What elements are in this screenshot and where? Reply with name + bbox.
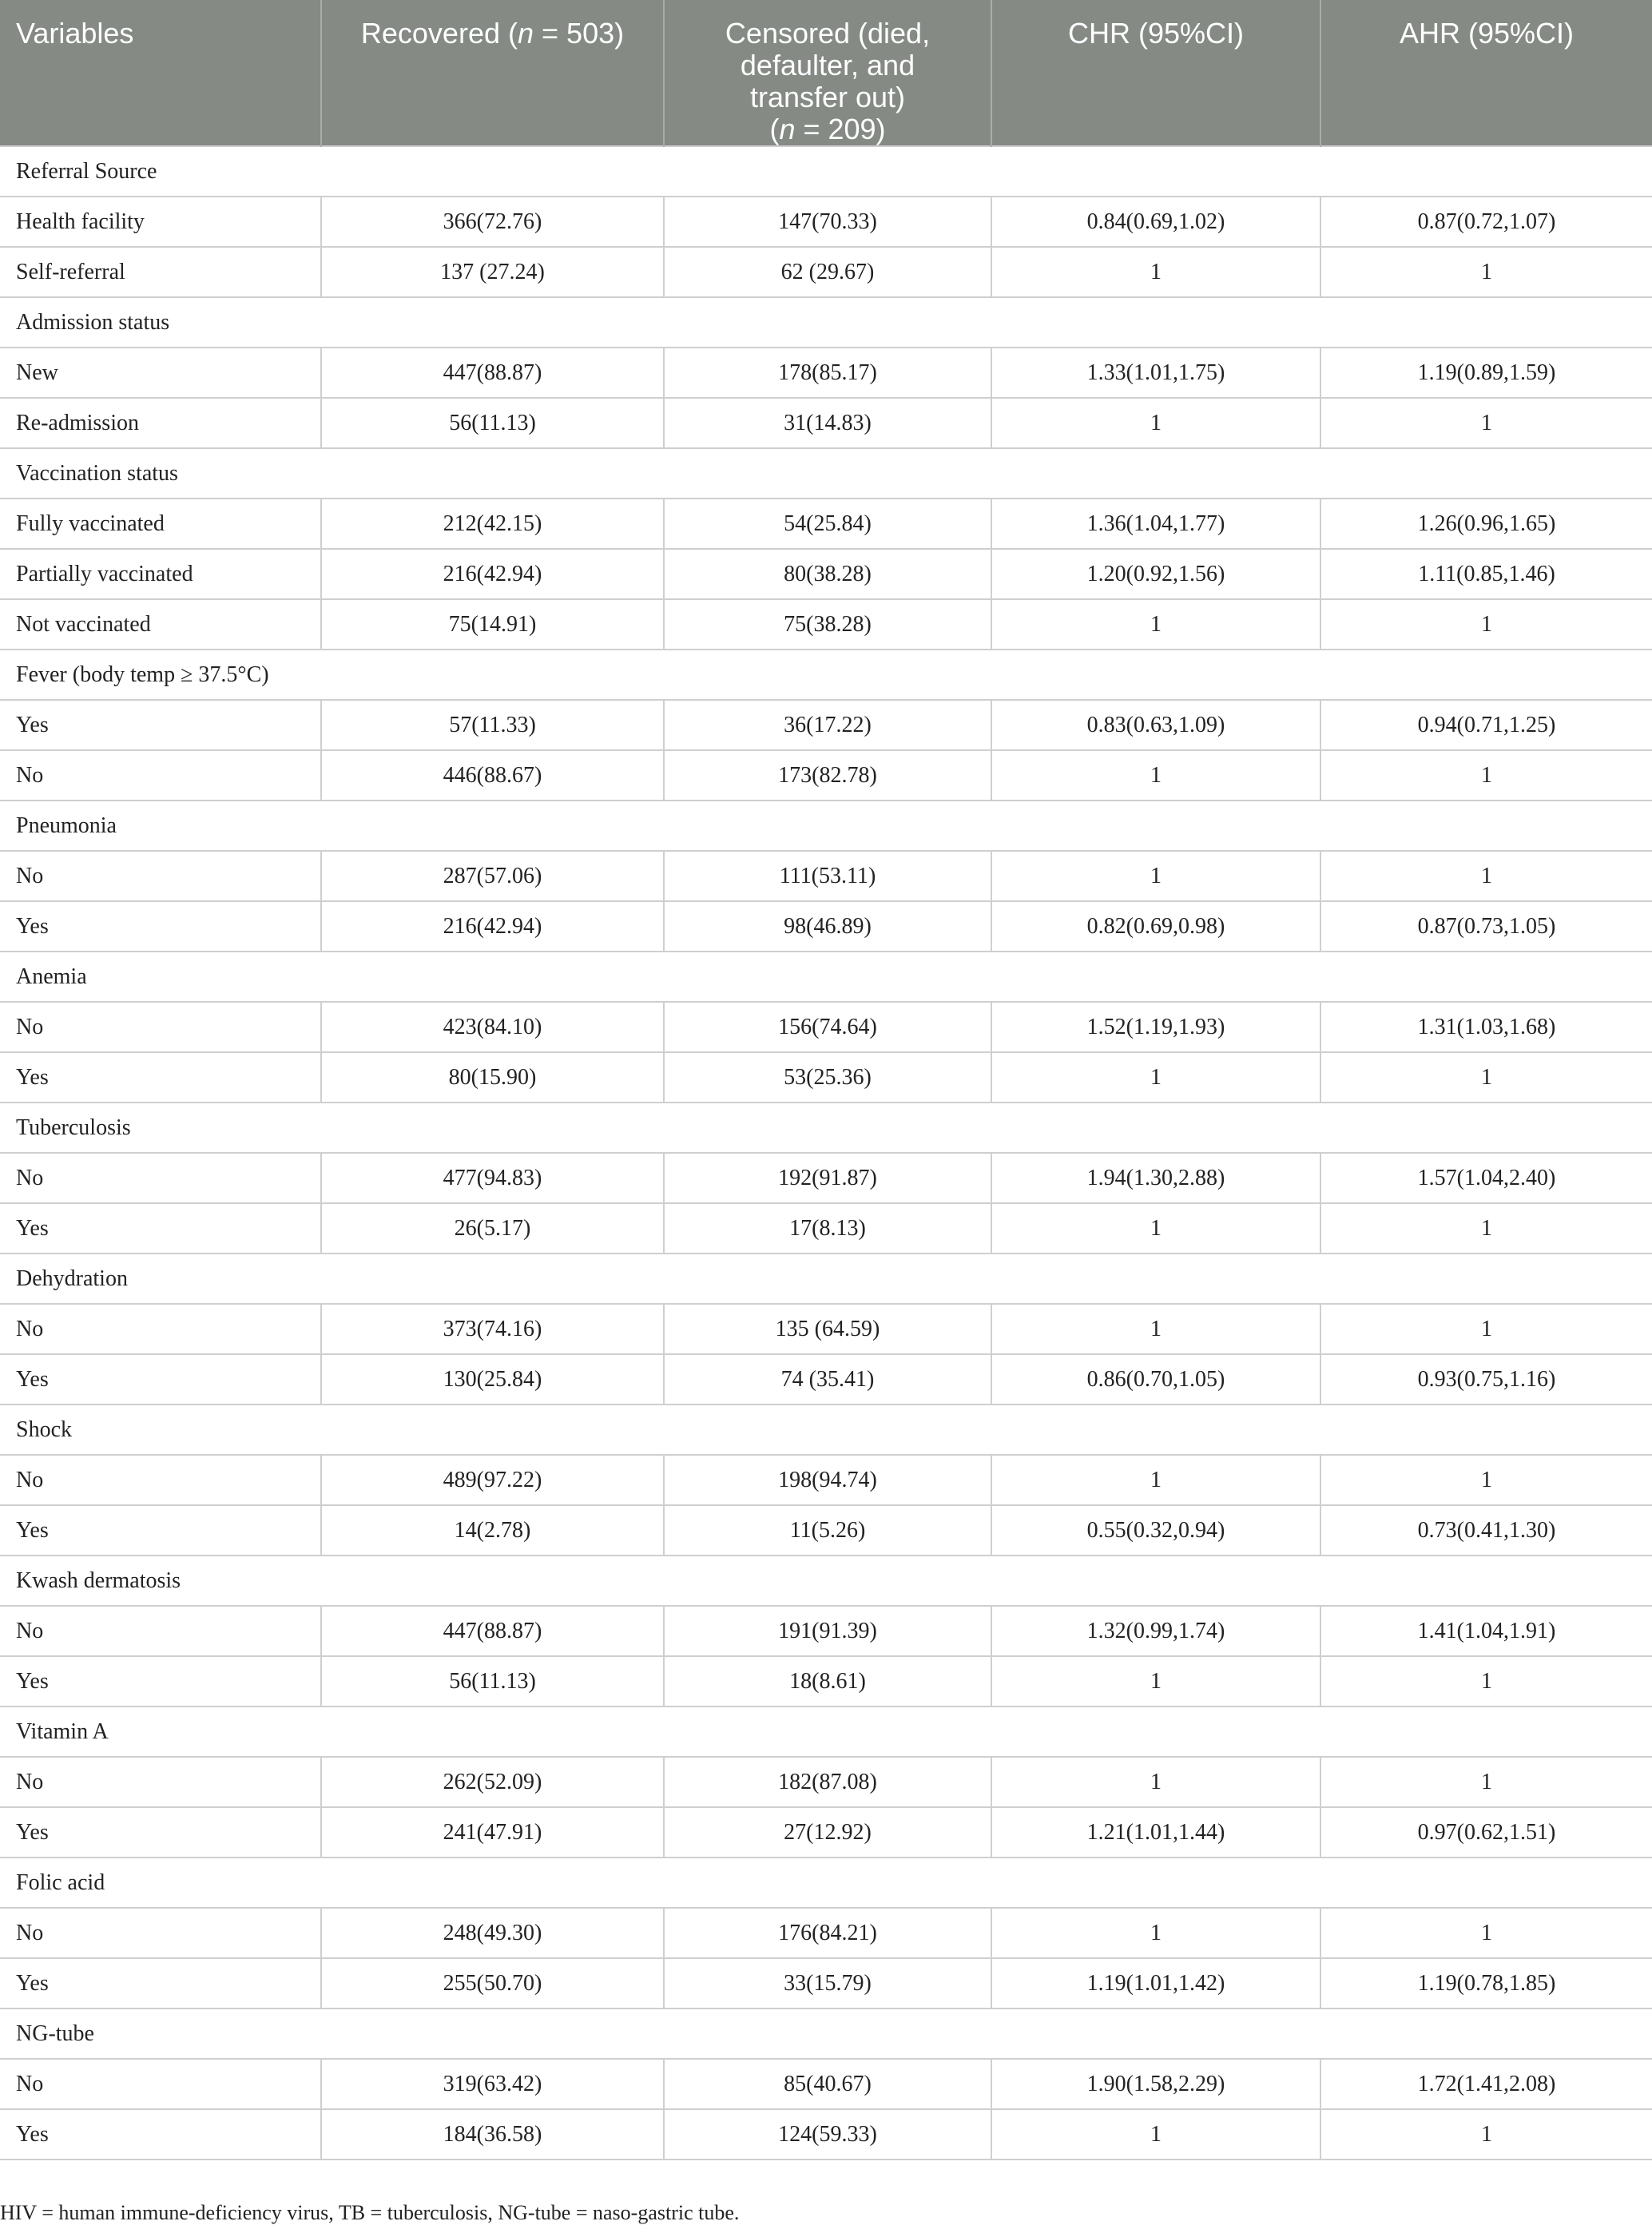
row-label: New [0,348,321,398]
recovered-cell: 216(42.94) [321,901,664,952]
row-label: No [0,1455,321,1505]
section-row [0,146,1652,197]
censored-cell: 53(25.36) [664,1052,991,1103]
recovered-cell: 56(11.13) [321,398,664,448]
ahr-cell: 1.72(1.41,2.08) [1320,2059,1652,2109]
ahr-cell: 1 [1320,1656,1652,1707]
section-row [0,801,1652,851]
recovered-cell: 248(49.30) [321,1908,664,1958]
row-label: Yes [0,2109,321,2160]
table-row [0,1203,1652,1254]
recovered-cell: 137 (27.24) [321,247,664,297]
row-label: Yes [0,1958,321,2009]
ahr-cell: 1.19(0.78,1.85) [1320,1958,1652,2009]
row-label: Self-referral [0,247,321,297]
censored-cell: 27(12.92) [664,1807,991,1858]
recovered-cell: 130(25.84) [321,1354,664,1405]
table-row [0,1908,1652,1958]
table-row [0,700,1652,750]
censored-cell: 147(70.33) [664,197,991,247]
row-label: Yes [0,901,321,952]
section-row [0,1405,1652,1455]
row-label: Yes [0,1354,321,1405]
ahr-cell: 0.87(0.72,1.07) [1320,197,1652,247]
censored-cell: 75(38.28) [664,599,991,650]
chr-cell: 1.19(1.01,1.42) [991,1958,1320,2009]
recovered-cell: 446(88.67) [321,750,664,801]
chr-cell: 1 [991,1656,1320,1707]
ahr-cell: 1 [1320,1203,1652,1254]
ahr-cell: 1 [1320,599,1652,650]
chr-cell: 1 [991,750,1320,801]
section-title: Tuberculosis [0,1103,1652,1153]
censored-cell: 173(82.78) [664,750,991,801]
ahr-cell: 0.87(0.73,1.05) [1320,901,1652,952]
section-title: Pneumonia [0,801,1652,851]
recovered-cell: 80(15.90) [321,1052,664,1103]
chr-cell: 1 [991,247,1320,297]
row-label: Partially vaccinated [0,549,321,599]
section-row [0,1103,1652,1153]
section-title: Fever (body temp ≥ 37.5°C) [0,650,1652,700]
section-title: Referral Source [0,146,1652,197]
chr-cell: 1 [991,1757,1320,1807]
recovered-cell: 489(97.22) [321,1455,664,1505]
recovered-cell: 57(11.33) [321,700,664,750]
ahr-cell: 0.97(0.62,1.51) [1320,1807,1652,1858]
header-ahr: AHR (95%CI) [1320,0,1652,146]
table-row [0,1807,1652,1858]
row-label: No [0,2059,321,2109]
table-row [0,1002,1652,1052]
table-row [0,901,1652,952]
censored-cell: 36(17.22) [664,700,991,750]
table-row [0,750,1652,801]
censored-cell: 124(59.33) [664,2109,991,2160]
section-row [0,1556,1652,1606]
recovered-cell: 56(11.13) [321,1656,664,1707]
censored-cell: 62 (29.67) [664,247,991,297]
chr-cell: 1.94(1.30,2.88) [991,1153,1320,1203]
table-row [0,851,1652,901]
ahr-cell: 1 [1320,1908,1652,1958]
table-row [0,1153,1652,1203]
chr-cell: 1 [991,851,1320,901]
section-title: Anemia [0,952,1652,1002]
table-row [0,348,1652,398]
recovered-cell: 262(52.09) [321,1757,664,1807]
section-title: Dehydration [0,1254,1652,1304]
chr-cell: 0.84(0.69,1.02) [991,197,1320,247]
header-chr: CHR (95%CI) [991,0,1320,146]
row-label: Yes [0,700,321,750]
section-title: NG-tube [0,2009,1652,2059]
row-label: Re-admission [0,398,321,448]
table-row [0,599,1652,650]
section-title: Vitamin A [0,1707,1652,1757]
ahr-cell: 1 [1320,2109,1652,2160]
row-label: No [0,1908,321,1958]
section-title: Vaccination status [0,448,1652,499]
table-header [0,0,1652,146]
section-title: Kwash dermatosis [0,1556,1652,1606]
table-row [0,1455,1652,1505]
chr-cell: 0.86(0.70,1.05) [991,1354,1320,1405]
ahr-cell: 1.19(0.89,1.59) [1320,348,1652,398]
table-row [0,197,1652,247]
row-label: No [0,750,321,801]
section-row [0,650,1652,700]
row-label: Yes [0,1505,321,1556]
chr-cell: 1 [991,398,1320,448]
ahr-cell: 1.31(1.03,1.68) [1320,1002,1652,1052]
table-footnote: HIV = human immune-deficiency virus, TB = tuberculosis, NG-tube = naso-gastric tube. [0,2201,740,2224]
censored-cell: 182(87.08) [664,1757,991,1807]
recovered-cell: 423(84.10) [321,1002,664,1052]
recovered-cell: 184(36.58) [321,2109,664,2160]
chr-cell: 1.52(1.19,1.93) [991,1002,1320,1052]
recovered-cell: 447(88.87) [321,1606,664,1656]
chr-cell: 1 [991,1203,1320,1254]
ahr-cell: 1.41(1.04,1.91) [1320,1606,1652,1656]
table-row [0,549,1652,599]
recovered-cell: 366(72.76) [321,197,664,247]
recovered-cell: 477(94.83) [321,1153,664,1203]
chr-cell: 1 [991,1908,1320,1958]
row-label: Not vaccinated [0,599,321,650]
censored-cell: 74 (35.41) [664,1354,991,1405]
censored-cell: 11(5.26) [664,1505,991,1556]
row-label: Yes [0,1807,321,1858]
ahr-cell: 0.94(0.71,1.25) [1320,700,1652,750]
chr-cell: 1.21(1.01,1.44) [991,1807,1320,1858]
ahr-cell: 1 [1320,1455,1652,1505]
row-label: No [0,1304,321,1354]
censored-cell: 178(85.17) [664,348,991,398]
ahr-cell: 0.93(0.75,1.16) [1320,1354,1652,1405]
ahr-cell: 1 [1320,1304,1652,1354]
chr-cell: 1 [991,599,1320,650]
ahr-cell: 1 [1320,247,1652,297]
row-label: Health facility [0,197,321,247]
chr-cell: 1.33(1.01,1.75) [991,348,1320,398]
table-row [0,499,1652,549]
header-row [0,0,1652,146]
chr-cell: 0.55(0.32,0.94) [991,1505,1320,1556]
ahr-cell: 1.11(0.85,1.46) [1320,549,1652,599]
table-row [0,1052,1652,1103]
recovered-cell: 216(42.94) [321,549,664,599]
header-variables: Variables [0,0,321,146]
censored-cell: 111(53.11) [664,851,991,901]
censored-cell: 192(91.87) [664,1153,991,1203]
ahr-cell: 1 [1320,750,1652,801]
section-title: Admission status [0,297,1652,348]
censored-cell: 191(91.39) [664,1606,991,1656]
recovered-cell: 14(2.78) [321,1505,664,1556]
ahr-cell: 1.57(1.04,2.40) [1320,1153,1652,1203]
section-row [0,1707,1652,1757]
table-row [0,2109,1652,2160]
table-row [0,1606,1652,1656]
table-row [0,2059,1652,2109]
ahr-cell: 0.73(0.41,1.30) [1320,1505,1652,1556]
censored-cell: 198(94.74) [664,1455,991,1505]
section-row [0,952,1652,1002]
recovered-cell: 255(50.70) [321,1958,664,2009]
recovered-cell: 447(88.87) [321,348,664,398]
ahr-cell: 1.26(0.96,1.65) [1320,499,1652,549]
censored-cell: 176(84.21) [664,1908,991,1958]
censored-cell: 135 (64.59) [664,1304,991,1354]
censored-cell: 17(8.13) [664,1203,991,1254]
header-recovered: Recovered (n = 503) [321,0,664,146]
censored-cell: 98(46.89) [664,901,991,952]
row-label: No [0,1002,321,1052]
chr-cell: 1 [991,1052,1320,1103]
recovered-cell: 26(5.17) [321,1203,664,1254]
row-label: No [0,1606,321,1656]
recovered-cell: 319(63.42) [321,2059,664,2109]
table-row [0,1505,1652,1556]
censored-cell: 18(8.61) [664,1656,991,1707]
chr-cell: 1.90(1.58,2.29) [991,2059,1320,2109]
censored-cell: 54(25.84) [664,499,991,549]
ahr-cell: 1 [1320,1052,1652,1103]
section-row [0,1858,1652,1908]
chr-cell: 1 [991,1304,1320,1354]
chr-cell: 0.83(0.63,1.09) [991,700,1320,750]
table-row [0,1354,1652,1405]
table-row [0,1757,1652,1807]
header-censored: Censored (died, defaulter, and transfer out) (n = 209) [664,0,991,146]
recovered-cell: 75(14.91) [321,599,664,650]
ahr-cell: 1 [1320,851,1652,901]
chr-cell: 1.32(0.99,1.74) [991,1606,1320,1656]
recovered-cell: 212(42.15) [321,499,664,549]
table-row [0,247,1652,297]
row-label: No [0,851,321,901]
row-label: No [0,1757,321,1807]
censored-cell: 80(38.28) [664,549,991,599]
recovered-cell: 287(57.06) [321,851,664,901]
row-label: Yes [0,1656,321,1707]
recovered-cell: 241(47.91) [321,1807,664,1858]
section-row [0,448,1652,499]
table-row [0,398,1652,448]
censored-cell: 33(15.79) [664,1958,991,2009]
chr-cell: 0.82(0.69,0.98) [991,901,1320,952]
ahr-cell: 1 [1320,1757,1652,1807]
section-row [0,2009,1652,2059]
section-title: Shock [0,1405,1652,1455]
censored-cell: 156(74.64) [664,1002,991,1052]
row-label: Fully vaccinated [0,499,321,549]
censored-cell: 85(40.67) [664,2059,991,2109]
row-label: Yes [0,1052,321,1103]
row-label: Yes [0,1203,321,1254]
recovered-cell: 373(74.16) [321,1304,664,1354]
chr-cell: 1.20(0.92,1.56) [991,549,1320,599]
chr-cell: 1 [991,1455,1320,1505]
section-row [0,297,1652,348]
chr-cell: 1.36(1.04,1.77) [991,499,1320,549]
table-body [0,146,1652,2160]
table-row [0,1304,1652,1354]
section-title: Folic acid [0,1858,1652,1908]
chr-cell: 1 [991,2109,1320,2160]
censored-cell: 31(14.83) [664,398,991,448]
section-row [0,1254,1652,1304]
row-label: No [0,1153,321,1203]
table-row [0,1958,1652,2009]
ahr-cell: 1 [1320,398,1652,448]
table-row [0,1656,1652,1707]
